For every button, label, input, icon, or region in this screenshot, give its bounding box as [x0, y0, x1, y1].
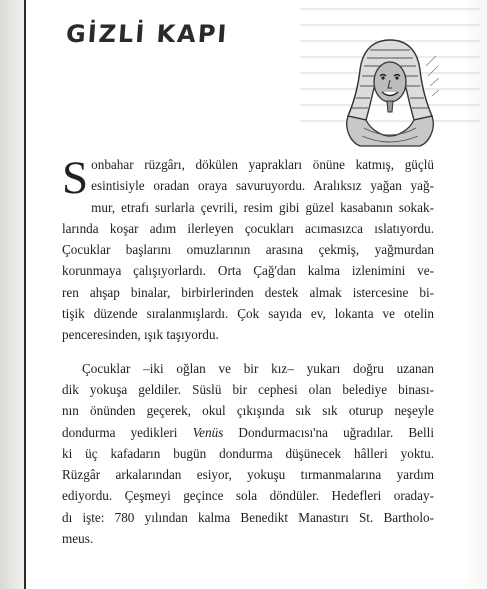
- text-line: larında koşar adım ilerleyen çocukları acımasızca ıslatıyordu.: [62, 220, 434, 236]
- text-line: dı işte: 780 yılından kalma Benedikt Manastırı St. Bartholo-: [62, 509, 434, 525]
- shop-name-italic: Venüs: [192, 424, 224, 440]
- text-line: ren ahşap binalar, birbirlerinden destek almak istercesine bi-: [62, 284, 434, 300]
- chapter-title: GİZLİ KAPI: [65, 20, 230, 48]
- pharaoh-bust-icon: [340, 36, 440, 148]
- text-line: ki üç kafadarın bugün dondurma düşünecek hâlleri yoktu.: [62, 445, 434, 461]
- text-line: esintisiyle oradan oraya savuruyordu. Aralıksız yağan yağ-: [91, 178, 434, 194]
- text-line: tişik düzende sıralanmışlardı. Çok sayıda ev, lokanta ve otelin: [62, 306, 434, 322]
- paragraph-2: [62, 358, 434, 550]
- text-line: Çocuklar –iki oğlan ve bir kız– yukarı doğru uzanan: [82, 360, 434, 376]
- chapter-body: [62, 154, 434, 549]
- text-line: korunmaya çalışıyorlardı. Orta Çağ'dan kalma izlenimini ve-: [62, 263, 434, 279]
- drop-cap: S: [62, 152, 89, 204]
- text-line: onbahar rüzgârı, dökülen yaprakları önüne katmış, güçlü: [91, 157, 434, 172]
- text-line: Çocuklar başlarını omuzlarının arasına çekmiş, yağmurdan: [62, 242, 434, 258]
- text-line: ediyordu. Çeşmeyi geçince sola döndüler. Hedefleri oraday-: [62, 488, 434, 504]
- text-fragment: Dondurmacısı'na uğradılar. Belli: [223, 424, 434, 440]
- text-line: dik yokuşa geldiler. Süslü bir cephesi olan belediye binası-: [62, 381, 434, 397]
- page-gutter-shadow: [0, 0, 24, 589]
- text-fragment: dondurma yedikleri: [62, 424, 193, 440]
- text-line: mur, etrafı surlarla çevrili, resim gibi güzel kasabanın sokak-: [91, 199, 434, 215]
- text-line: nın önünden geçerek, okul çıkışında sık sık oturup neşeyle: [62, 403, 434, 419]
- paragraph-1: [62, 154, 434, 346]
- text-line: penceresinden, ışık taşıyordu.: [62, 327, 219, 343]
- page-spine-line: [24, 0, 26, 589]
- text-line: Rüzgâr arkalarından esiyor, yokuşu tırmanmalarına yardım: [62, 467, 434, 483]
- text-line-mixed: [62, 422, 434, 443]
- text-line: meus.: [62, 531, 94, 547]
